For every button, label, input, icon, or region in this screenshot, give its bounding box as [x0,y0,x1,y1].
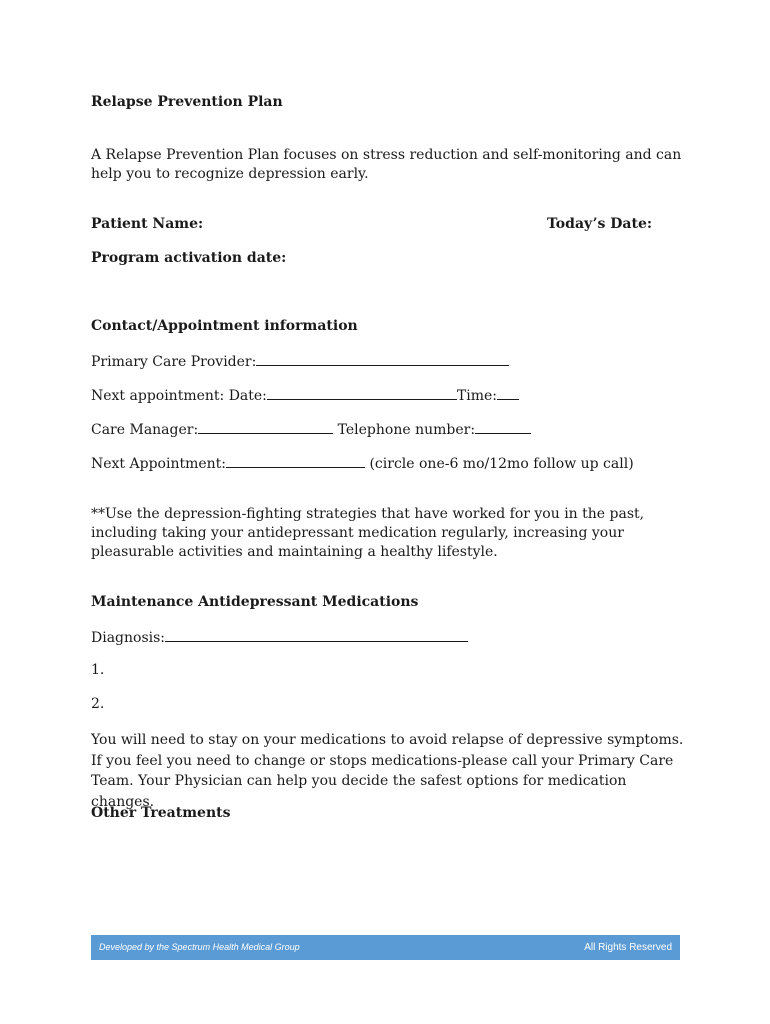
footer-rights: All Rights Reserved [584,942,672,953]
medications-heading: Maintenance Antidepressant Medications [91,594,419,610]
time-field[interactable] [497,386,519,400]
medication-item-1: 1. [91,662,105,678]
next-appointment-label: Next Appointment: [91,456,227,472]
primary-care-row [91,352,509,370]
footer-bar [91,935,680,960]
next-appt-date-field[interactable] [267,386,457,400]
primary-care-field[interactable] [256,352,509,366]
diagnosis-label: Diagnosis: [91,630,166,646]
page-title: Relapse Prevention Plan [91,94,283,110]
telephone-field[interactable] [475,420,531,434]
diagnosis-row [91,628,468,646]
care-manager-field[interactable] [198,420,333,434]
intro-paragraph: A Relapse Prevention Plan focuses on stress reduction and self-monitoring and can help you to recognize depression early. [91,147,682,182]
program-activation-label: Program activation date: [91,250,287,266]
strategies-note: **Use the depression-fighting strategies that have worked for you in the past, including taking your antidepressant medication regularly, increasing your pleasurable activities and maintaining a healthy lifestyle. [91,506,645,560]
care-manager-label: Care Manager: [91,422,199,438]
telephone-label: Telephone number: [333,422,476,438]
medications-note: You will need to stay on your medications to avoid relapse of depressive symptoms. If you feel you need to change or stops medications-please call your Primary Care Team. Your Physician can help you decide the safest options for medication changes. [91,732,684,810]
contact-heading: Contact/Appointment information [91,318,358,334]
medication-item-2: 2. [91,696,105,712]
todays-date-label: Today’s Date: [547,216,653,232]
other-treatments-heading: Other Treatments [91,805,231,821]
primary-care-label: Primary Care Provider: [91,354,257,370]
next-appointment-field[interactable] [226,454,365,468]
next-appt-date-label: Next appointment: Date: [91,388,267,404]
patient-name-label: Patient Name: [91,216,204,232]
follow-up-text: (circle one-6 mo/12mo follow up call) [365,456,634,472]
footer-credit: Developed by the Spectrum Health Medical Group [99,942,300,952]
diagnosis-field[interactable] [165,628,468,642]
next-appointment-date-row [91,386,519,404]
next-appointment-row [91,454,634,472]
care-manager-row [91,420,531,438]
time-label: Time: [456,388,497,404]
